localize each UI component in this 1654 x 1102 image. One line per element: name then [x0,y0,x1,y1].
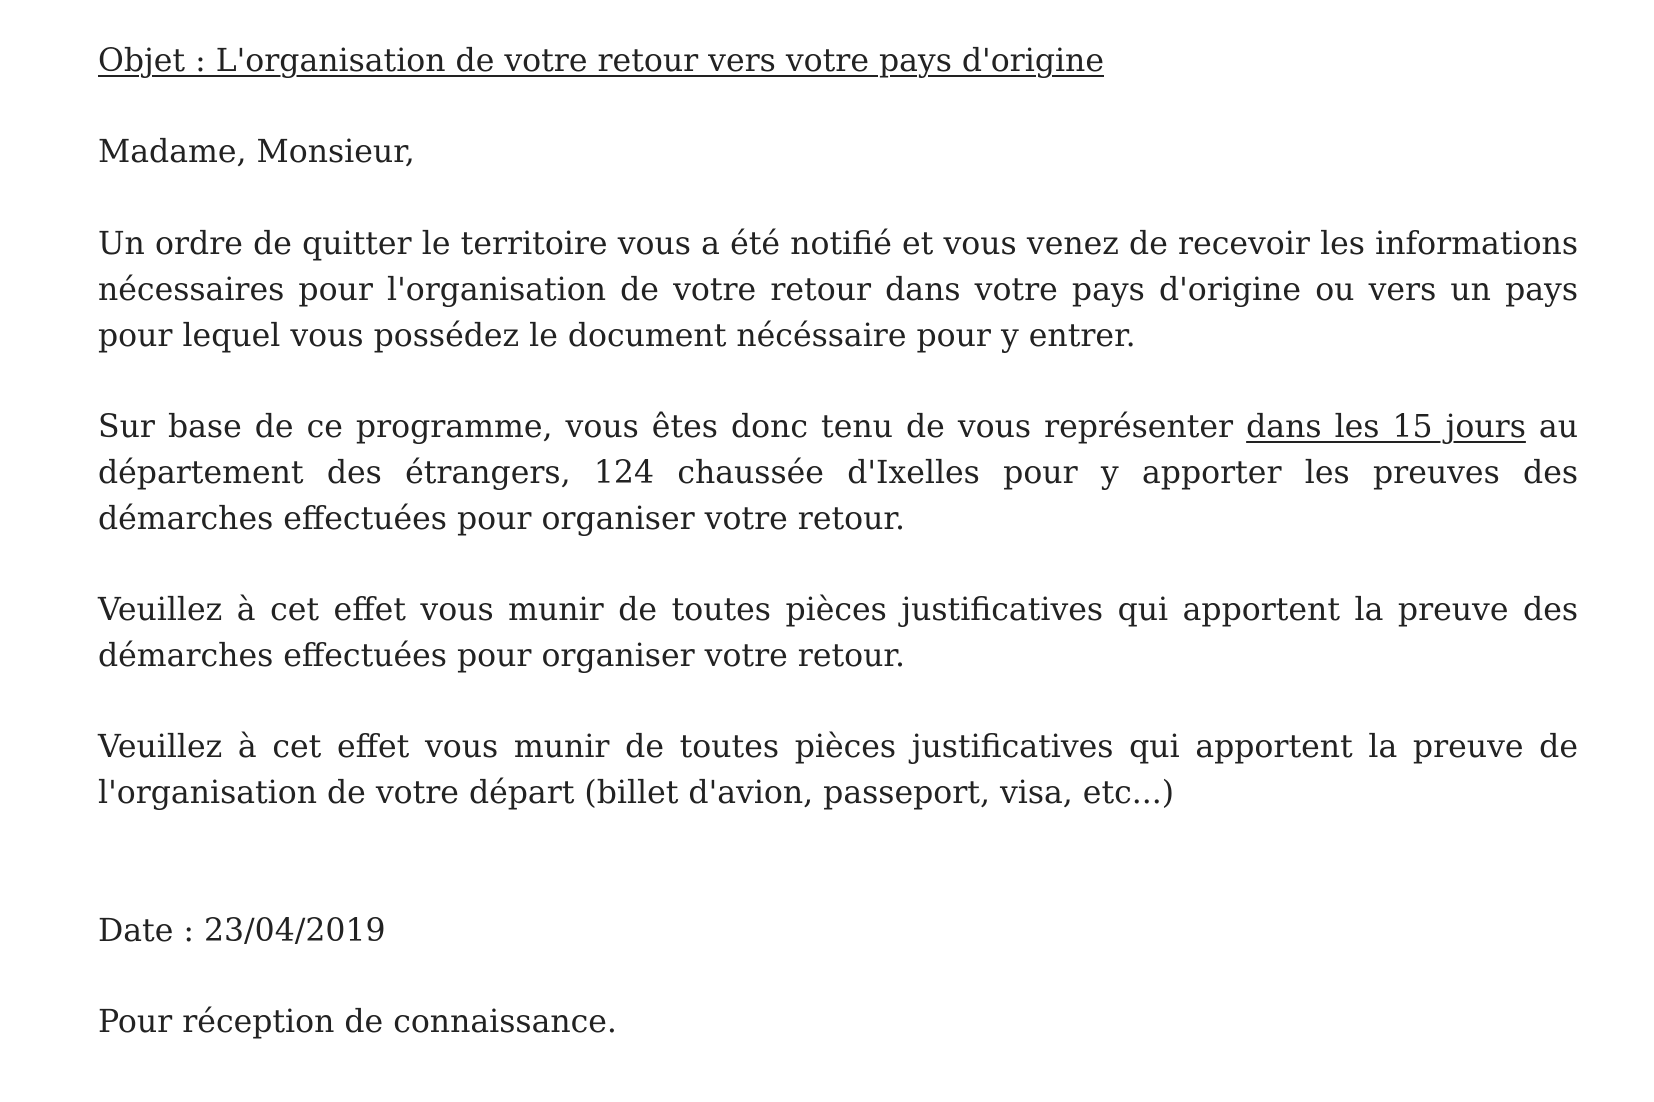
letter-acknowledgement: Pour réception de connaissance. [98,1004,617,1040]
paragraph-deadline-after: au département des étrangers, 124 chaussée d'Ixelles pour y apporter les preuves des démarches effectuées pour organiser votre retour. [98,409,1578,537]
paragraph-proof-departure: Veuillez à cet effet vous munir de toutes pièces justificatives qui apportent la preuve de l'organisation de votre départ (billet d'avion, passeport, visa, etc...) [98,729,1578,811]
paragraph-deadline-before: Sur base de ce programme, vous êtes donc tenu de vous représenter [98,409,1247,445]
letter-body [98,38,1578,1045]
deadline-highlight: dans les 15 jours [1246,409,1526,445]
letter-salutation: Madame, Monsieur, [98,134,415,170]
paragraph-proof-steps: Veuillez à cet effet vous munir de toutes pièces justificatives qui apportent la preuve des démarches effectuées pour organiser votre retour. [98,592,1578,674]
paragraph-notification: Un ordre de quitter le territoire vous a été notifié et vous venez de recevoir les informations nécessaires pour l'organisation de votre retour dans votre pays d'origine ou vers un pays pour lequel vous possédez le document nécéssaire pour y entrer. [98,226,1578,354]
letter-date: Date : 23/04/2019 [98,913,386,949]
paragraph-deadline [98,404,1578,542]
letter-subject: Objet : L'organisation de votre retour vers votre pays d'origine [98,43,1104,79]
